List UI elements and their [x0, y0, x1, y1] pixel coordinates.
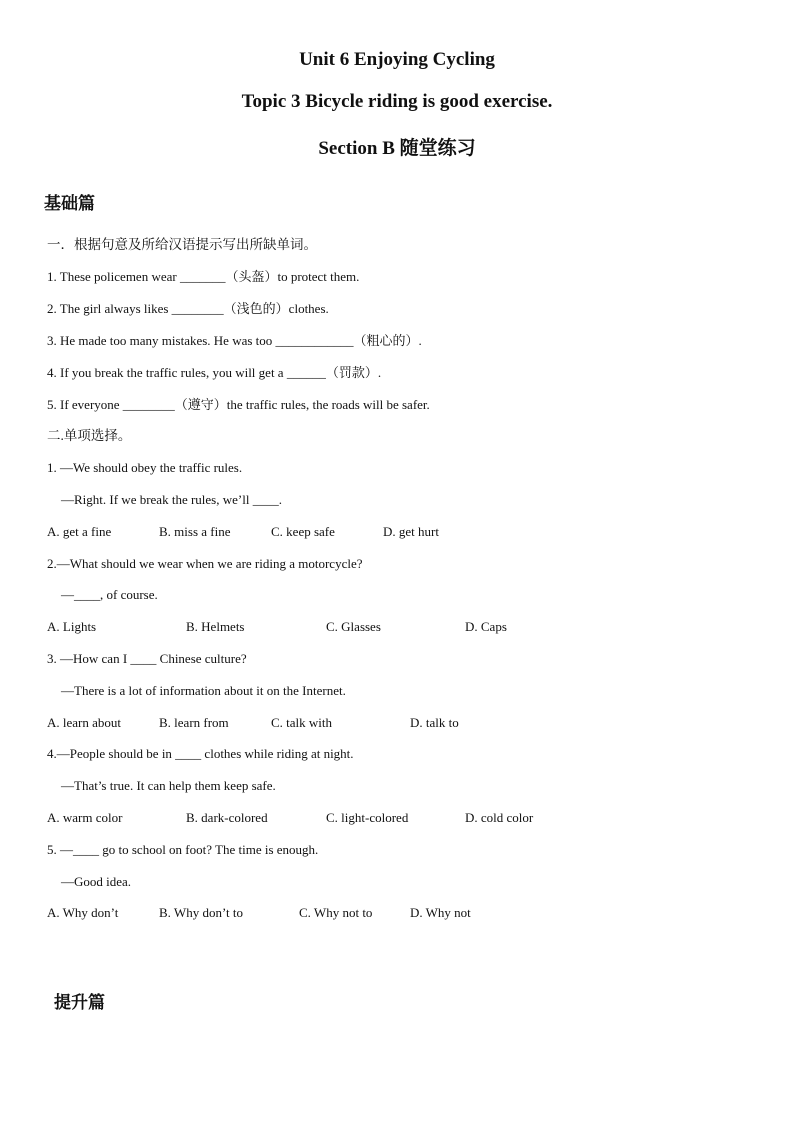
- option-b: B. Helmets: [186, 619, 245, 634]
- mc-question-2: 2.—What should we wear when we are riding a motorcycle?: [47, 556, 363, 571]
- mc-options-4: [47, 810, 747, 826]
- option-a: A. learn about: [47, 715, 122, 730]
- option-c: C. keep safe: [271, 524, 335, 539]
- option-b: B. dark-colored: [186, 810, 268, 825]
- mc-options-1: [47, 524, 747, 540]
- part2-instruction: 二.单项选择。: [47, 428, 132, 443]
- mc-response-3: —There is a lot of information about it on the Internet.: [61, 683, 346, 698]
- fill-item-1: 1. These policemen wear _______（头盔）to protect them.: [47, 269, 360, 284]
- basic-heading: 基础篇: [44, 194, 95, 213]
- option-d: D. cold color: [465, 810, 534, 825]
- fill-item-3: 3. He made too many mistakes. He was too ____________（粗心的）.: [47, 333, 422, 348]
- mc-question-4: 4.—People should be in ____ clothes while riding at night.: [47, 746, 354, 761]
- part1-instruction: 一．根据句意及所给汉语提示写出所缺单词。: [47, 237, 317, 252]
- mc-response-1: —Right. If we break the rules, we’ll ____.: [61, 492, 282, 507]
- option-b: B. learn from: [159, 715, 229, 730]
- option-b: B. miss a fine: [159, 524, 231, 539]
- option-d: D. Why not: [410, 905, 471, 920]
- fill-item-5: 5. If everyone ________（遵守）the traffic rules, the roads will be safer.: [47, 397, 430, 412]
- fill-item-2: 2. The girl always likes ________（浅色的）clothes.: [47, 301, 329, 316]
- mc-options-5: [47, 905, 747, 921]
- mc-options-3: [47, 715, 747, 731]
- mc-question-1: 1. —We should obey the traffic rules.: [47, 460, 243, 475]
- option-d: D. talk to: [410, 715, 459, 730]
- option-c: C. Glasses: [326, 619, 381, 634]
- option-a: A. warm color: [47, 810, 123, 825]
- option-c: C. light-colored: [326, 810, 409, 825]
- mc-response-4: —That’s true. It can help them keep safe.: [61, 778, 276, 793]
- option-a: A. Lights: [47, 619, 97, 634]
- mc-response-5: —Good idea.: [61, 874, 132, 889]
- option-d: D. get hurt: [383, 524, 439, 539]
- fill-item-4: 4. If you break the traffic rules, you will get a ______（罚款）.: [47, 365, 382, 380]
- option-c: C. Why not to: [299, 905, 373, 920]
- option-a: A. Why don’t: [47, 905, 119, 920]
- option-c: C. talk with: [271, 715, 333, 730]
- unit-title: Unit 6 Enjoying Cycling: [299, 49, 495, 70]
- mc-response-2: —____, of course.: [61, 587, 158, 602]
- mc-options-2: [47, 619, 747, 635]
- option-d: D. Caps: [465, 619, 507, 634]
- option-a: A. get a fine: [47, 524, 112, 539]
- topic-title: Topic 3 Bicycle riding is good exercise.: [241, 91, 553, 112]
- mc-question-3: 3. —How can I ____ Chinese culture?: [47, 651, 247, 666]
- advanced-heading: 提升篇: [54, 993, 105, 1012]
- mc-question-5: 5. —____ go to school on foot? The time is enough.: [47, 842, 319, 857]
- option-b: B. Why don’t to: [159, 905, 244, 920]
- section-title: Section B 随堂练习: [318, 138, 476, 159]
